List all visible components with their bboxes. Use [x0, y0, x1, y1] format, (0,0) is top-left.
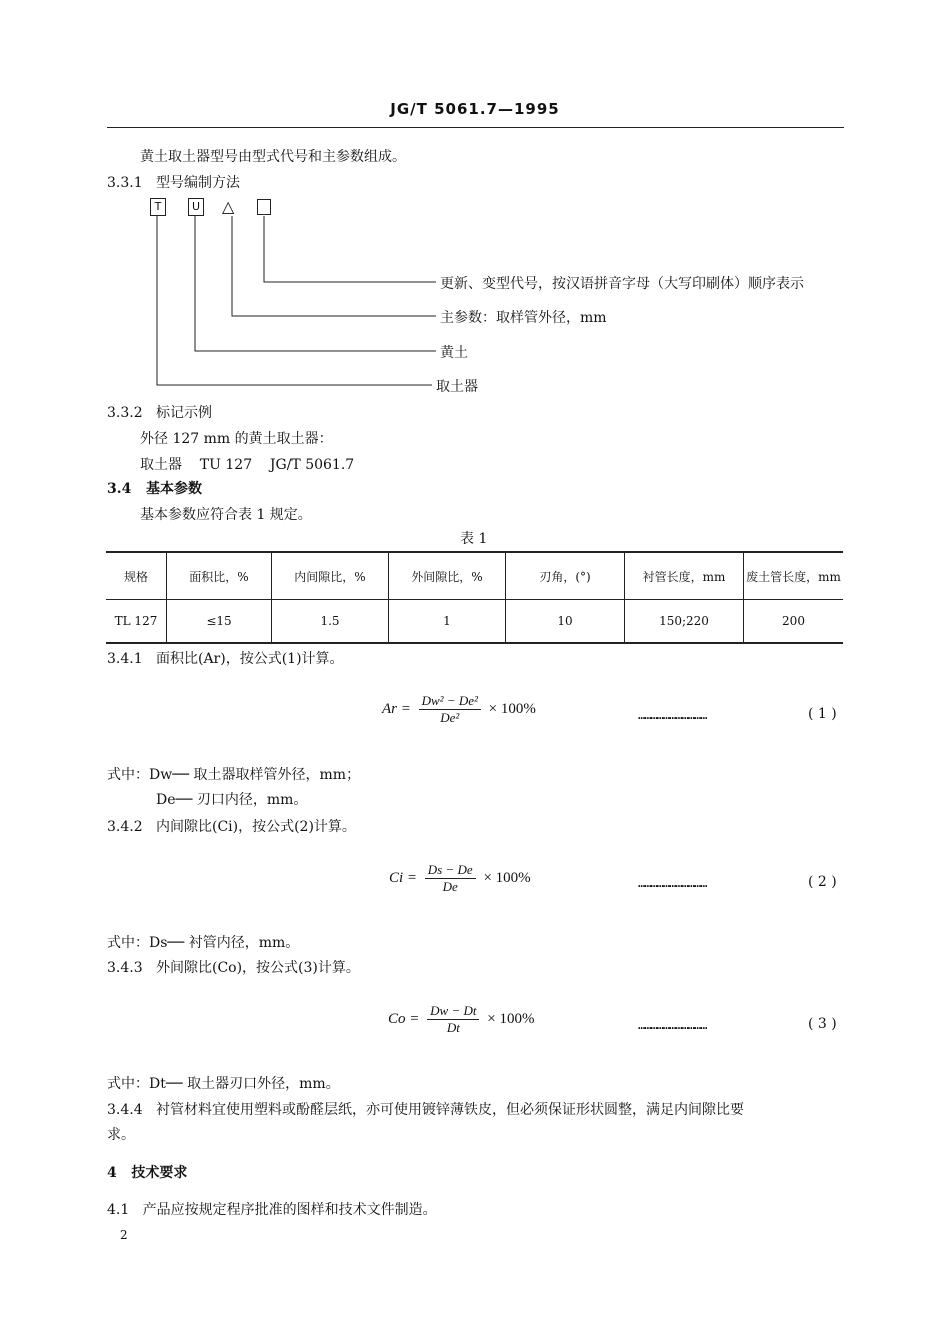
- section-3-4-1: [107, 648, 344, 668]
- label-variant-code: 更新、变型代号，按汉语拼音字母（大写印刷体）顺序表示: [440, 276, 804, 292]
- code-triangle: △: [222, 197, 235, 216]
- formula-denominator: De²: [440, 710, 460, 725]
- section-3-4: [107, 478, 202, 498]
- example-line-1: 外径 127 mm 的黄土取土器：: [140, 431, 333, 447]
- section-text: 衬管材料宜使用塑料或酚醛层纸，亦可使用镀锌薄铁皮，但必须保证形状圆整，满足内间隙比要: [155, 1102, 744, 1118]
- table-header-cell: 规格: [106, 552, 167, 600]
- parameter-table: [106, 551, 843, 644]
- section-3-4-4: [107, 1099, 744, 1119]
- table-header-row: [106, 552, 843, 600]
- code-box-u: U: [188, 198, 204, 216]
- section-text: 产品应按规定程序批准的图样和技术文件制造。: [142, 1202, 437, 1218]
- table-header-cell: 外间隙比，%: [389, 552, 506, 600]
- where-1a: 式中：Dw── 取土器取样管外径，mm；: [107, 767, 361, 783]
- code-box-t: T: [150, 198, 166, 216]
- label-loess: 黄土: [440, 345, 468, 361]
- formula-tail: × 100%: [487, 1010, 535, 1027]
- where-1b: De── 刃口内径，mm。: [156, 792, 308, 808]
- table-cell: 150;220: [625, 600, 744, 644]
- formula-numerator: Dw² − De²: [419, 693, 481, 710]
- formula-numerator: Dw − Dt: [427, 1003, 479, 1020]
- section-title: 技术要求: [131, 1165, 188, 1181]
- section-number: 4: [107, 1165, 117, 1181]
- section-number: 3.4.3: [107, 960, 143, 976]
- table-header-cell: 废土管长度，mm: [744, 552, 844, 600]
- table-header-cell: 衬管长度，mm: [625, 552, 744, 600]
- table-cell: 1.5: [272, 600, 389, 644]
- diagram-leader-lines: [0, 0, 950, 420]
- section-text: 外间隙比(Co)，按公式(3)计算。: [155, 960, 360, 976]
- formula-fraction: [425, 862, 476, 895]
- formula-lhs: Co =: [388, 1010, 420, 1027]
- formula-lhs: Ar =: [382, 700, 411, 717]
- section-number: 4.1: [107, 1202, 130, 1218]
- document-header: JG/T 5061.7—1995: [390, 100, 560, 118]
- section-title: 型号编制方法: [155, 175, 240, 191]
- section-title: 基本参数: [145, 481, 202, 497]
- table-row: [106, 600, 843, 644]
- section-text: 内间隙比(Ci)，按公式(2)计算。: [155, 819, 356, 835]
- formula-fraction: [427, 1003, 479, 1036]
- table-header-cell: 面积比，%: [167, 552, 272, 600]
- section-3-4-text: 基本参数应符合表 1 规定。: [140, 507, 312, 523]
- where-2: 式中：Ds── 衬管内径，mm。: [107, 935, 300, 951]
- section-number: 3.4.2: [107, 819, 143, 835]
- label-main-param: 主参数：取样管外径，mm: [440, 310, 607, 326]
- section-title: 标记示例: [155, 405, 212, 421]
- section-3-4-2: [107, 816, 356, 836]
- formula-number: ( 1 ): [808, 706, 837, 722]
- section-number: 3.4.1: [107, 651, 143, 667]
- formula-3: [388, 1003, 534, 1036]
- formula-lhs: Ci =: [389, 869, 418, 886]
- formula-number: ( 3 ): [808, 1016, 837, 1032]
- section-text: 面积比(Ar)，按公式(1)计算。: [155, 651, 344, 667]
- section-number: 3.4: [107, 481, 132, 497]
- table-header-cell: 内间隙比，%: [272, 552, 389, 600]
- page-number: 2: [120, 1228, 128, 1242]
- formula-2: [389, 862, 531, 895]
- formula-denominator: De: [442, 879, 458, 894]
- section-number: 3.4.4: [107, 1102, 143, 1118]
- formula-tail: × 100%: [483, 869, 531, 886]
- table-header-cell: 刃角，(°): [506, 552, 625, 600]
- leader-dots: ……………………………: [638, 876, 707, 890]
- label-sampler: 取土器: [436, 379, 478, 395]
- section-3-4-3: [107, 957, 360, 977]
- example-line-2: 取土器 TU 127 JG/T 5061.7: [140, 457, 355, 473]
- table-cell: TL 127: [106, 600, 167, 644]
- intro-text: 黄土取土器型号由型式代号和主参数组成。: [140, 149, 406, 165]
- table-caption: 表 1: [460, 531, 488, 547]
- section-4: [107, 1162, 187, 1182]
- leader-dots: ……………………………: [638, 1018, 707, 1032]
- table-cell: 200: [744, 600, 844, 644]
- formula-number: ( 2 ): [808, 874, 837, 890]
- where-3: 式中：Dt── 取土器刃口外径，mm。: [107, 1076, 340, 1092]
- table-cell: ≤15: [167, 600, 272, 644]
- section-number: 3.3.1: [107, 175, 143, 191]
- formula-fraction: [419, 693, 481, 726]
- formula-tail: × 100%: [488, 700, 536, 717]
- formula-numerator: Ds − De: [425, 862, 476, 879]
- formula-1: [382, 693, 536, 726]
- table-cell: 10: [506, 600, 625, 644]
- formula-denominator: Dt: [446, 1020, 460, 1035]
- section-number: 3.3.2: [107, 405, 143, 421]
- section-3-3-2: [107, 402, 212, 422]
- section-4-1: [107, 1199, 437, 1219]
- leader-dots: ……………………………: [638, 708, 707, 722]
- section-3-4-4-cont: 求。: [107, 1127, 135, 1143]
- table-cell: 1: [389, 600, 506, 644]
